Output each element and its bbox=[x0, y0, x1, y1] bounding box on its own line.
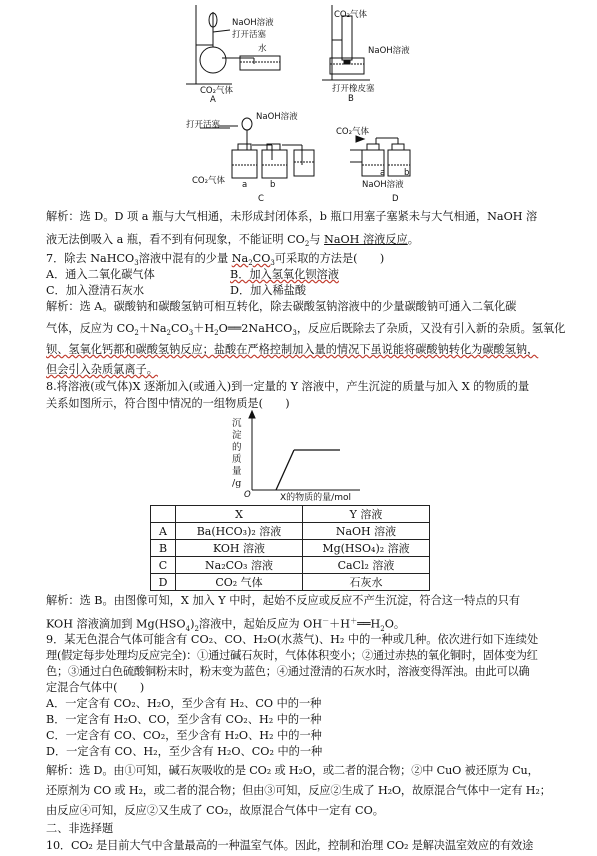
answer9-line1: 解析：选 D。由①可知，碱石灰吸收的是 CO₂ 或 H₂O，或二者的混合物；②中 CuO 被还原为 Cu， bbox=[46, 764, 539, 777]
question9-line3: 色；③通过白色硫酸铜粉末时，粉末变为蓝色；④通过澄清的石灰水时，溶液变得浑浊。由此可以确 bbox=[46, 665, 530, 678]
q9-option-a: A．一定含有 CO₂、H₂O，至少含有 H₂、CO 中的一种 bbox=[46, 697, 322, 710]
q9-option-b: B．一定含有 H₂O、CO，至少含有 CO₂、H₂ 中的一种 bbox=[46, 713, 322, 726]
section-nonchoice-heading: 二、非选择题 bbox=[46, 822, 114, 835]
table-row: B KOH 溶液 Mg(HSO₄)₂ 溶液 bbox=[151, 540, 430, 557]
q9-option-d: D．一定含有 CO、H₂，至少含有 H₂O、CO₂ 中的一种 bbox=[46, 745, 323, 758]
fig-c-label-b: b bbox=[270, 180, 276, 190]
fig-c-naoh-label: NaOH溶液 bbox=[256, 112, 298, 122]
answer6-line1: 解析：选 D。D 项 a 瓶与大气相通，未形成封闭体系，b 瓶口用塞子塞紧未与大气相通，NaOH 溶 bbox=[46, 210, 538, 223]
fig-d-tag: D bbox=[392, 194, 399, 204]
answer7-line1: 解析：选 A。碳酸钠和碳酸氢钠可相互转化，除去碳酸氢钠溶液中的少量碳酸钠可通入二氧化碳 bbox=[46, 300, 517, 313]
q7-options-cd bbox=[46, 284, 307, 298]
chart-y-arrow bbox=[249, 411, 255, 418]
question7: 7．除去 NaHCO$_3$溶液中混有的少量 $Na_2CO_3$可采取的方法是( ) bbox=[46, 252, 385, 268]
fig-a-water-label: 水 bbox=[258, 44, 267, 54]
fig-d-gas-label: CO₂气体 bbox=[336, 127, 370, 137]
question8-line2: 关系如图所示，符合图中情况的一组物质是( ) bbox=[46, 397, 290, 410]
table-row: C Na₂CO₃ 溶液 CaCl₂ 溶液 bbox=[151, 557, 430, 574]
chart-rising-segment bbox=[276, 450, 294, 490]
fig-b-naoh-label: NaOH溶液 bbox=[368, 46, 410, 56]
answer7-line2: 气体，反应为 $CO_2+Na_2CO_3+H_2O══2NaHCO_3$，反应后既除去了杂质，又没有引入新的杂质。氢氧化 bbox=[46, 322, 566, 338]
question9-line1: 9．某无色混合气体可能含有 CO₂、CO、H₂O(水蒸气)、H₂ 中的一种或几种。依次进行如下连续处 bbox=[46, 633, 539, 646]
answer9-line2: 还原剂为 CO 或 H₂，或二者的混合物；但由③可知，反应②生成了 H₂O，故原混合气体中一定有 H₂； bbox=[46, 784, 551, 797]
fig-d-naoh-label: NaOH溶液 bbox=[362, 180, 404, 190]
table-header-row: X Y 溶液 bbox=[151, 506, 430, 523]
q7-options-ab bbox=[46, 268, 339, 282]
fig-b-gas-label: CO₂气体 bbox=[334, 10, 368, 20]
question9-line2: 理(假定每步处理均反应完全)：①通过碱石灰时，气体体积变小；②通过赤热的氧化铜时，固体变为红 bbox=[46, 649, 538, 662]
question10-line1: 10．CO₂ 是目前大气中含量最高的一种温室气体。因此，控制和治理 CO₂ 是解决温室效应的有效途 bbox=[46, 839, 534, 852]
q7-option-a: A．通入二氧化碳气体 bbox=[46, 268, 155, 281]
q9-option-c: C．一定含有 CO、CO₂，至少含有 H₂O、H₂ 中的一种 bbox=[46, 729, 322, 742]
fig-c-gas-label: CO₂气体 bbox=[192, 176, 226, 186]
question8-line1: 8.将溶液(或气体)X 逐渐加入(或通入)到一定量的 Y 溶液中，产生沉淀的质量与加入 X 的物质的量 bbox=[46, 380, 530, 393]
table-row: D CO₂ 气体 石灰水 bbox=[151, 574, 430, 591]
answer7-line4: 但会引入杂质氯离子。 bbox=[46, 363, 158, 376]
fig-b-open-stopper-label: 打开橡皮塞 bbox=[332, 84, 375, 94]
answer9-line3: 由反应④可知，反应②又生成了 CO₂，故原混合气体中一定有 CO。 bbox=[46, 804, 384, 817]
question9-line4: 定混合气体中( ) bbox=[46, 681, 145, 694]
fig-c-tag: C bbox=[258, 194, 264, 204]
fig-a-naoh-label: NaOH溶液 bbox=[232, 18, 274, 28]
q7-option-c: C．加入澄清石灰水 bbox=[46, 284, 145, 297]
fig-b-tag: B bbox=[348, 94, 354, 104]
chart-origin: O bbox=[244, 490, 251, 500]
precipitate-chart bbox=[244, 410, 364, 492]
fig-c-open-valve-label: 打开活塞 bbox=[186, 120, 221, 130]
fig-a-gas-label: CO₂气体 bbox=[200, 86, 234, 96]
chart-x-axis-label: X的物质的量/mol bbox=[280, 493, 351, 503]
fig-a-open-valve-label: 打开活塞 bbox=[232, 30, 267, 40]
table-row: A Ba(HCO₃)₂ 溶液 NaOH 溶液 bbox=[151, 523, 430, 540]
chart-y-axis-label: 沉 淀 的 质 量 /g bbox=[232, 418, 242, 489]
q7-option-d: D．加入稀盐酸 bbox=[230, 284, 307, 297]
fig-a-tag: A bbox=[210, 95, 216, 105]
answer8-line1: 解析：选 B。由图像可知，X 加入 Y 中时，起始不反应或反应不产生沉淀，符合这一特点的只有 bbox=[46, 594, 521, 607]
answer7-line3: 钡、氢氧化钙都和碳酸氢钠反应；盐酸在严格控制加入量的情况下虽说能将碳酸钠转化为碳酸氢钠， bbox=[46, 343, 539, 356]
fig-d-label-a: a bbox=[380, 168, 386, 178]
answer6-line2: 液无法倒吸入 a 瓶，看不到有何现象，不能证明 $CO_2$与 NaOH 溶液反应。 bbox=[46, 233, 419, 249]
xy-table bbox=[150, 505, 430, 591]
fig-d-label-b: b bbox=[404, 168, 410, 178]
fig-c-label-a: a bbox=[242, 180, 248, 190]
answer8-line2: KOH 溶液滴加到 $Mg(HSO_4)_2$溶液中，起始反应为 $OH^-+H^+══H_2O$。 bbox=[46, 617, 406, 633]
apparatus-figures bbox=[0, 0, 597, 230]
q7-option-b: B．加入氢氧化钡溶液 bbox=[230, 268, 339, 281]
